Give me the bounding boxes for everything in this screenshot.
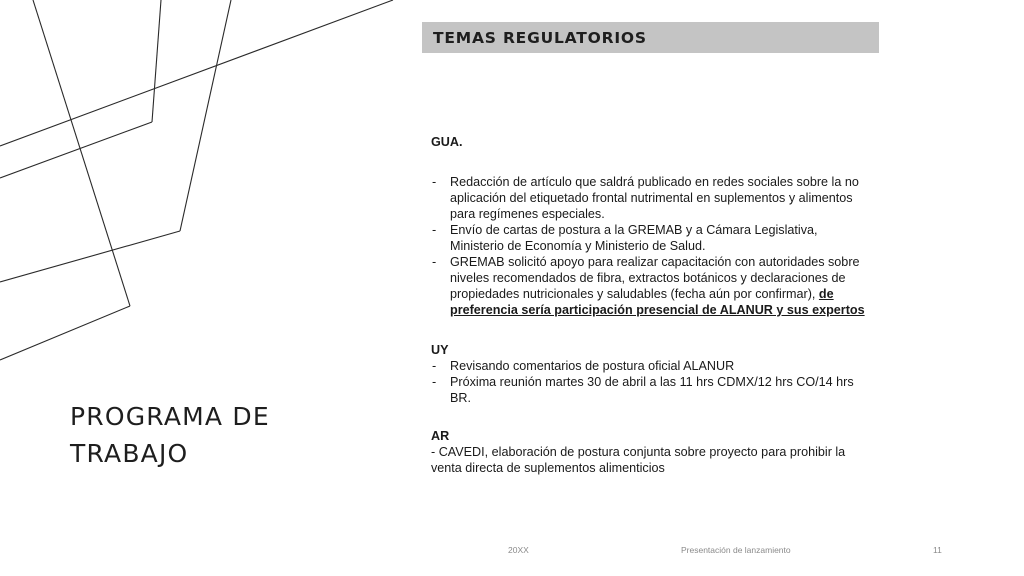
section-title: TEMAS REGULATORIOS (433, 28, 647, 47)
page-number: 11 (933, 545, 942, 555)
uy-heading: UY (431, 343, 449, 357)
list-item: - Próxima reunión martes 30 de abril a las 11 hrs CDMX/12 hrs CO/14 hrs BR. (431, 374, 871, 406)
footer-year: 20XX (508, 545, 529, 555)
decorative-lines (0, 0, 400, 370)
footer-presentation: Presentación de lanzamiento (681, 545, 791, 555)
content-body (431, 134, 871, 476)
ar-heading: AR (431, 429, 450, 443)
list-item (431, 254, 871, 318)
slide-title (70, 398, 350, 472)
slide-title-line-2: TRABAJO (70, 439, 189, 468)
slide-title-line-1: PROGRAMA DE (70, 402, 270, 431)
ar-text: - CAVEDI, elaboración de postura conjunta sobre proyecto para prohibir la venta directa de suplementos alimenticios (431, 445, 846, 475)
gua-heading: GUA. (431, 135, 463, 149)
deco-line (0, 122, 152, 178)
list-item-text: GREMAB solicitó apoyo para realizar capacitación con autoridades sobre niveles recomendados de fibra, extractos botánicos y declaraciones de propiedades nutricionales y saludables (fecha aún por confirmar), (450, 255, 860, 301)
deco-line (0, 306, 130, 360)
list-item: - Redacción de artículo que saldrá publicado en redes sociales sobre la no aplicación del etiquetado frontal nutrimental en suplementos y alimentos para regímenes especiales. (431, 174, 871, 222)
gua-list (431, 174, 871, 318)
deco-line (0, 0, 393, 146)
list-item: - Envío de cartas de postura a la GREMAB y a Cámara Legislativa, Ministerio de Economía y Ministerio de Salud. (431, 222, 871, 254)
deco-line (152, 0, 161, 122)
header-bar (422, 22, 879, 53)
list-item: - Revisando comentarios de postura oficial ALANUR (431, 358, 871, 374)
deco-line (0, 231, 180, 282)
emphasis-text: de preferencia sería participación presencial de ALANUR y sus expertos (450, 287, 865, 317)
deco-line (180, 0, 231, 231)
uy-list (431, 358, 871, 406)
deco-line (33, 0, 130, 306)
